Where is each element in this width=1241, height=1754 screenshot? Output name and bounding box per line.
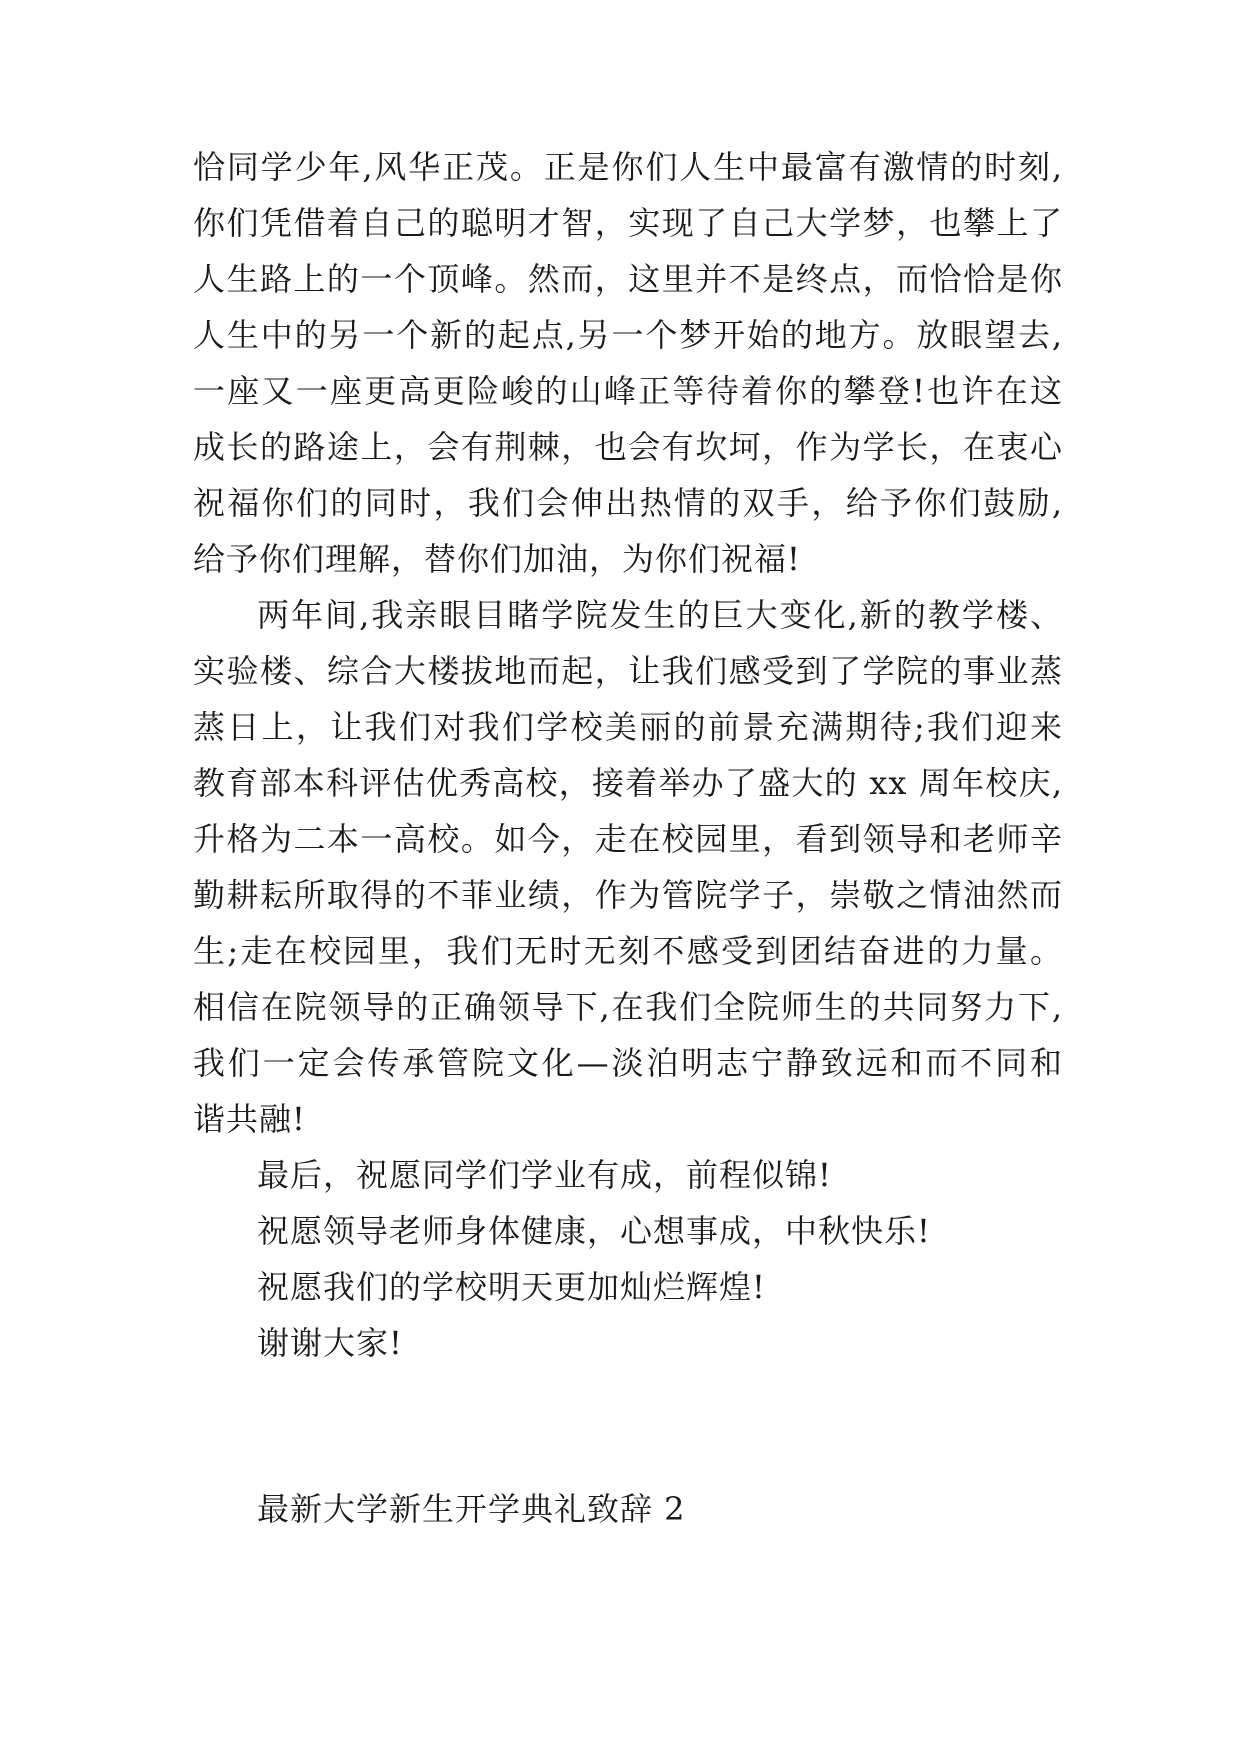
paragraph-1-line-3: 人生路上的一个顶峰。然而，这里并不是终点，而恰恰是你 (193, 260, 1063, 298)
paragraph-2-line-5: 升格为二本一高校。如今，走在校园里，看到领导和老师辛 (193, 820, 1063, 858)
paragraph-1-line-1: 恰同学少年,风华正茂。正是你们人生中最富有激情的时刻, (193, 148, 1063, 186)
paragraph-2-line-2: 实验楼、综合大楼拔地而起，让我们感受到了学院的事业蒸 (193, 652, 1063, 690)
closing-line-2: 祝愿领导老师身体健康，心想事成，中秋快乐! (257, 1212, 931, 1250)
closing-line-1: 最后，祝愿同学们学业有成，前程似锦! (257, 1156, 832, 1194)
paragraph-2-line-7: 生;走在校园里，我们无时无刻不感受到团结奋进的力量。 (193, 932, 1063, 970)
paragraph-1-line-8: 给予你们理解，替你们加油，为你们祝福! (193, 540, 801, 578)
next-section-title: 最新大学新生开学典礼致辞 2 (257, 1490, 686, 1528)
paragraph-2-line-1: 两年间,我亲眼目睹学院发生的巨大变化,新的教学楼、 (257, 596, 1063, 634)
paragraph-2-line-10: 谐共融! (193, 1100, 306, 1138)
paragraph-2-line-8: 相信在院领导的正确领导下,在我们全院师生的共同努力下, (193, 988, 1063, 1026)
paragraph-2-line-9: 我们一定会传承管院文化—淡泊明志宁静致远和而不同和 (193, 1044, 1063, 1082)
paragraph-1-line-6: 成长的路途上，会有荆棘，也会有坎坷，作为学长，在衷心 (193, 428, 1063, 466)
paragraph-1-line-7: 祝福你们的同时，我们会伸出热情的双手，给予你们鼓励, (193, 484, 1063, 522)
paragraph-1-line-2: 你们凭借着自己的聪明才智，实现了自己大学梦，也攀上了 (193, 204, 1063, 242)
paragraph-2-line-3: 蒸日上，让我们对我们学校美丽的前景充满期待;我们迎来 (193, 708, 1063, 746)
closing-line-4: 谢谢大家! (257, 1324, 403, 1362)
paragraph-1-line-5: 一座又一座更高更险峻的山峰正等待着你的攀登!也许在这 (193, 372, 1063, 410)
closing-line-3: 祝愿我们的学校明天更加灿烂辉煌! (257, 1268, 766, 1306)
paragraph-2-line-4: 教育部本科评估优秀高校，接着举办了盛大的 xx 周年校庆, (193, 764, 1063, 802)
paragraph-1-line-4: 人生中的另一个新的起点,另一个梦开始的地方。放眼望去, (193, 316, 1063, 354)
paragraph-2-line-6: 勤耕耘所取得的不菲业绩，作为管院学子，崇敬之情油然而 (193, 876, 1063, 914)
